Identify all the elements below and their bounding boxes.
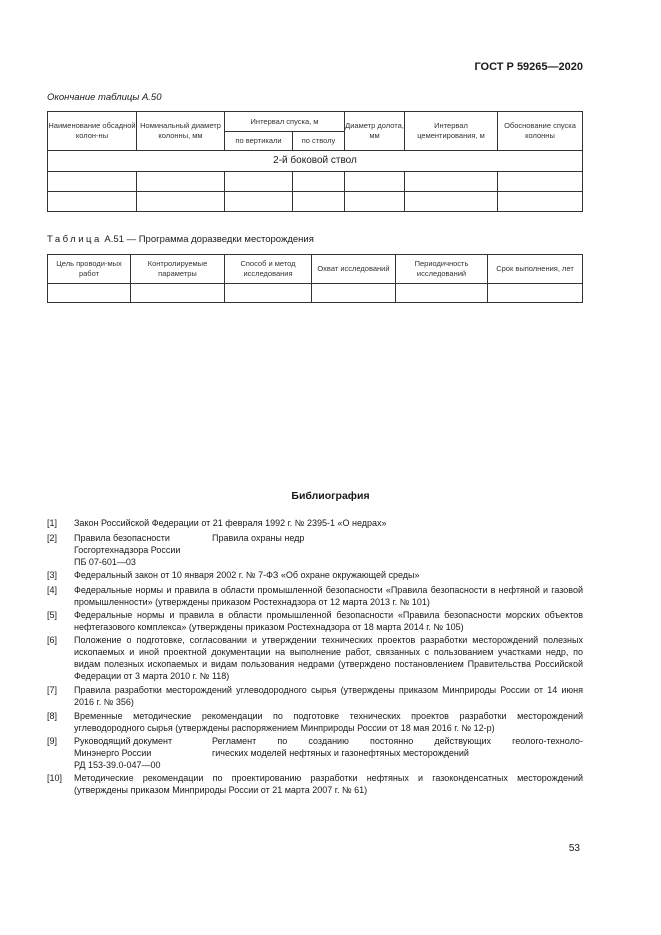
- bib-item: [9] Руководящий документ Минэнерго России РД 153-39.0-047—00 Регламент по созданию постоянно действующих геолого-техноло- гических моделей нефтяных и газонефтяных месторождений: [47, 736, 583, 770]
- section-row: 2-й боковой ствол: [48, 151, 583, 172]
- table-row: [48, 192, 583, 212]
- bib-item: [8] Временные методические рекомендации по подготовке технических проектов разработки месторождений углеводородного сырья (утверждены распоряжением Минприроды России от 18 мая 2016 г. № 12-р): [47, 711, 583, 733]
- header-frequency: Периодичность исследований: [396, 255, 488, 284]
- table-a51-caption: [47, 234, 314, 245]
- bib-item: [7] Правила разработки месторождений углеводородного сырья (утверждены приказом Минприроды России от 14 июня 2016 г. № 356): [47, 685, 583, 707]
- table-a50-caption: Окончание таблицы А.50: [47, 92, 162, 103]
- header-vertical: по вертикали: [225, 132, 293, 151]
- header-controlled: Контролируемые параметры: [131, 255, 225, 284]
- bib-item: [4] Федеральные нормы и правила в области промышленной безопасности «Правила безопасности в нефтяной и газовой промышленности» (утверждены приказом Ростехнадзора от 12 марта 2013 г. № 101): [47, 585, 583, 607]
- header-descent-interval: Интервал спуска, м: [225, 112, 345, 132]
- header-method: Способ и метод исследования: [225, 255, 312, 284]
- bib-item: [1] Закон Российской Федерации от 21 февраля 1992 г. № 2395-1 «О недрах»: [47, 518, 387, 528]
- bib-item: [3] Федеральный закон от 10 января 2002 г. № 7-ФЗ «Об охране окружающей среды»: [47, 570, 420, 580]
- header-cementing-interval: Интервал цементирования, м: [405, 112, 498, 151]
- table-row: [48, 172, 583, 192]
- bib-item: [2] Правила безопасности Госгортехнадзора России ПБ 07-601—03 Правила охраны недр: [47, 533, 305, 567]
- header-nominal-diameter: Номинальный диаметр колонны, мм: [137, 112, 225, 151]
- table-a51-caption-text: А.51 — Программа доразведки месторождения: [101, 234, 314, 245]
- bib-item: [6] Положение о подготовке, согласовании и утверждении технических проектов разработки месторождений полезных ископаемых и иной проектной документации на выполнение работ, связанных с пользованием участками недр, по видам полезных ископаемых и видам пользования недрами (утверждено постановлением Правительства Российской Федерации от 3 марта 2010 г. № 118): [47, 635, 583, 681]
- table-a50: [47, 111, 583, 212]
- table-a51-caption-label: Таблица: [47, 234, 102, 245]
- standard-designation: ГОСТ Р 59265—2020: [474, 61, 583, 73]
- bibliography-title: Библиография: [291, 490, 370, 502]
- page-number: 53: [568, 843, 580, 854]
- header-deadline: Срок выполнения, лет: [488, 255, 583, 284]
- header-along-hole: по стволу: [293, 132, 345, 151]
- bib-item: [10] Методические рекомендации по проектированию разработки нефтяных и газоконденсатных месторождений (утверждены приказом Минприроды России от 21 марта 2007 г. № 61): [47, 773, 583, 795]
- header-bit-diameter: Диаметр долота, мм: [345, 112, 405, 151]
- header-justification: Обоснование спуска колонны: [498, 112, 583, 151]
- header-goal: Цель проводи-мых работ: [48, 255, 131, 284]
- header-casing: Наименование обсадной колон-ны: [48, 112, 137, 151]
- bib-item: [5] Федеральные нормы и правила в области промышленной безопасности «Правила безопасности морских объектов нефтегазового комплекса» (утверждены приказом Ростехнадзора от 18 марта 2014 г. № 105): [47, 610, 583, 632]
- table-a51: [47, 254, 583, 303]
- table-row: [48, 284, 583, 303]
- header-coverage: Охват исследований: [312, 255, 396, 284]
